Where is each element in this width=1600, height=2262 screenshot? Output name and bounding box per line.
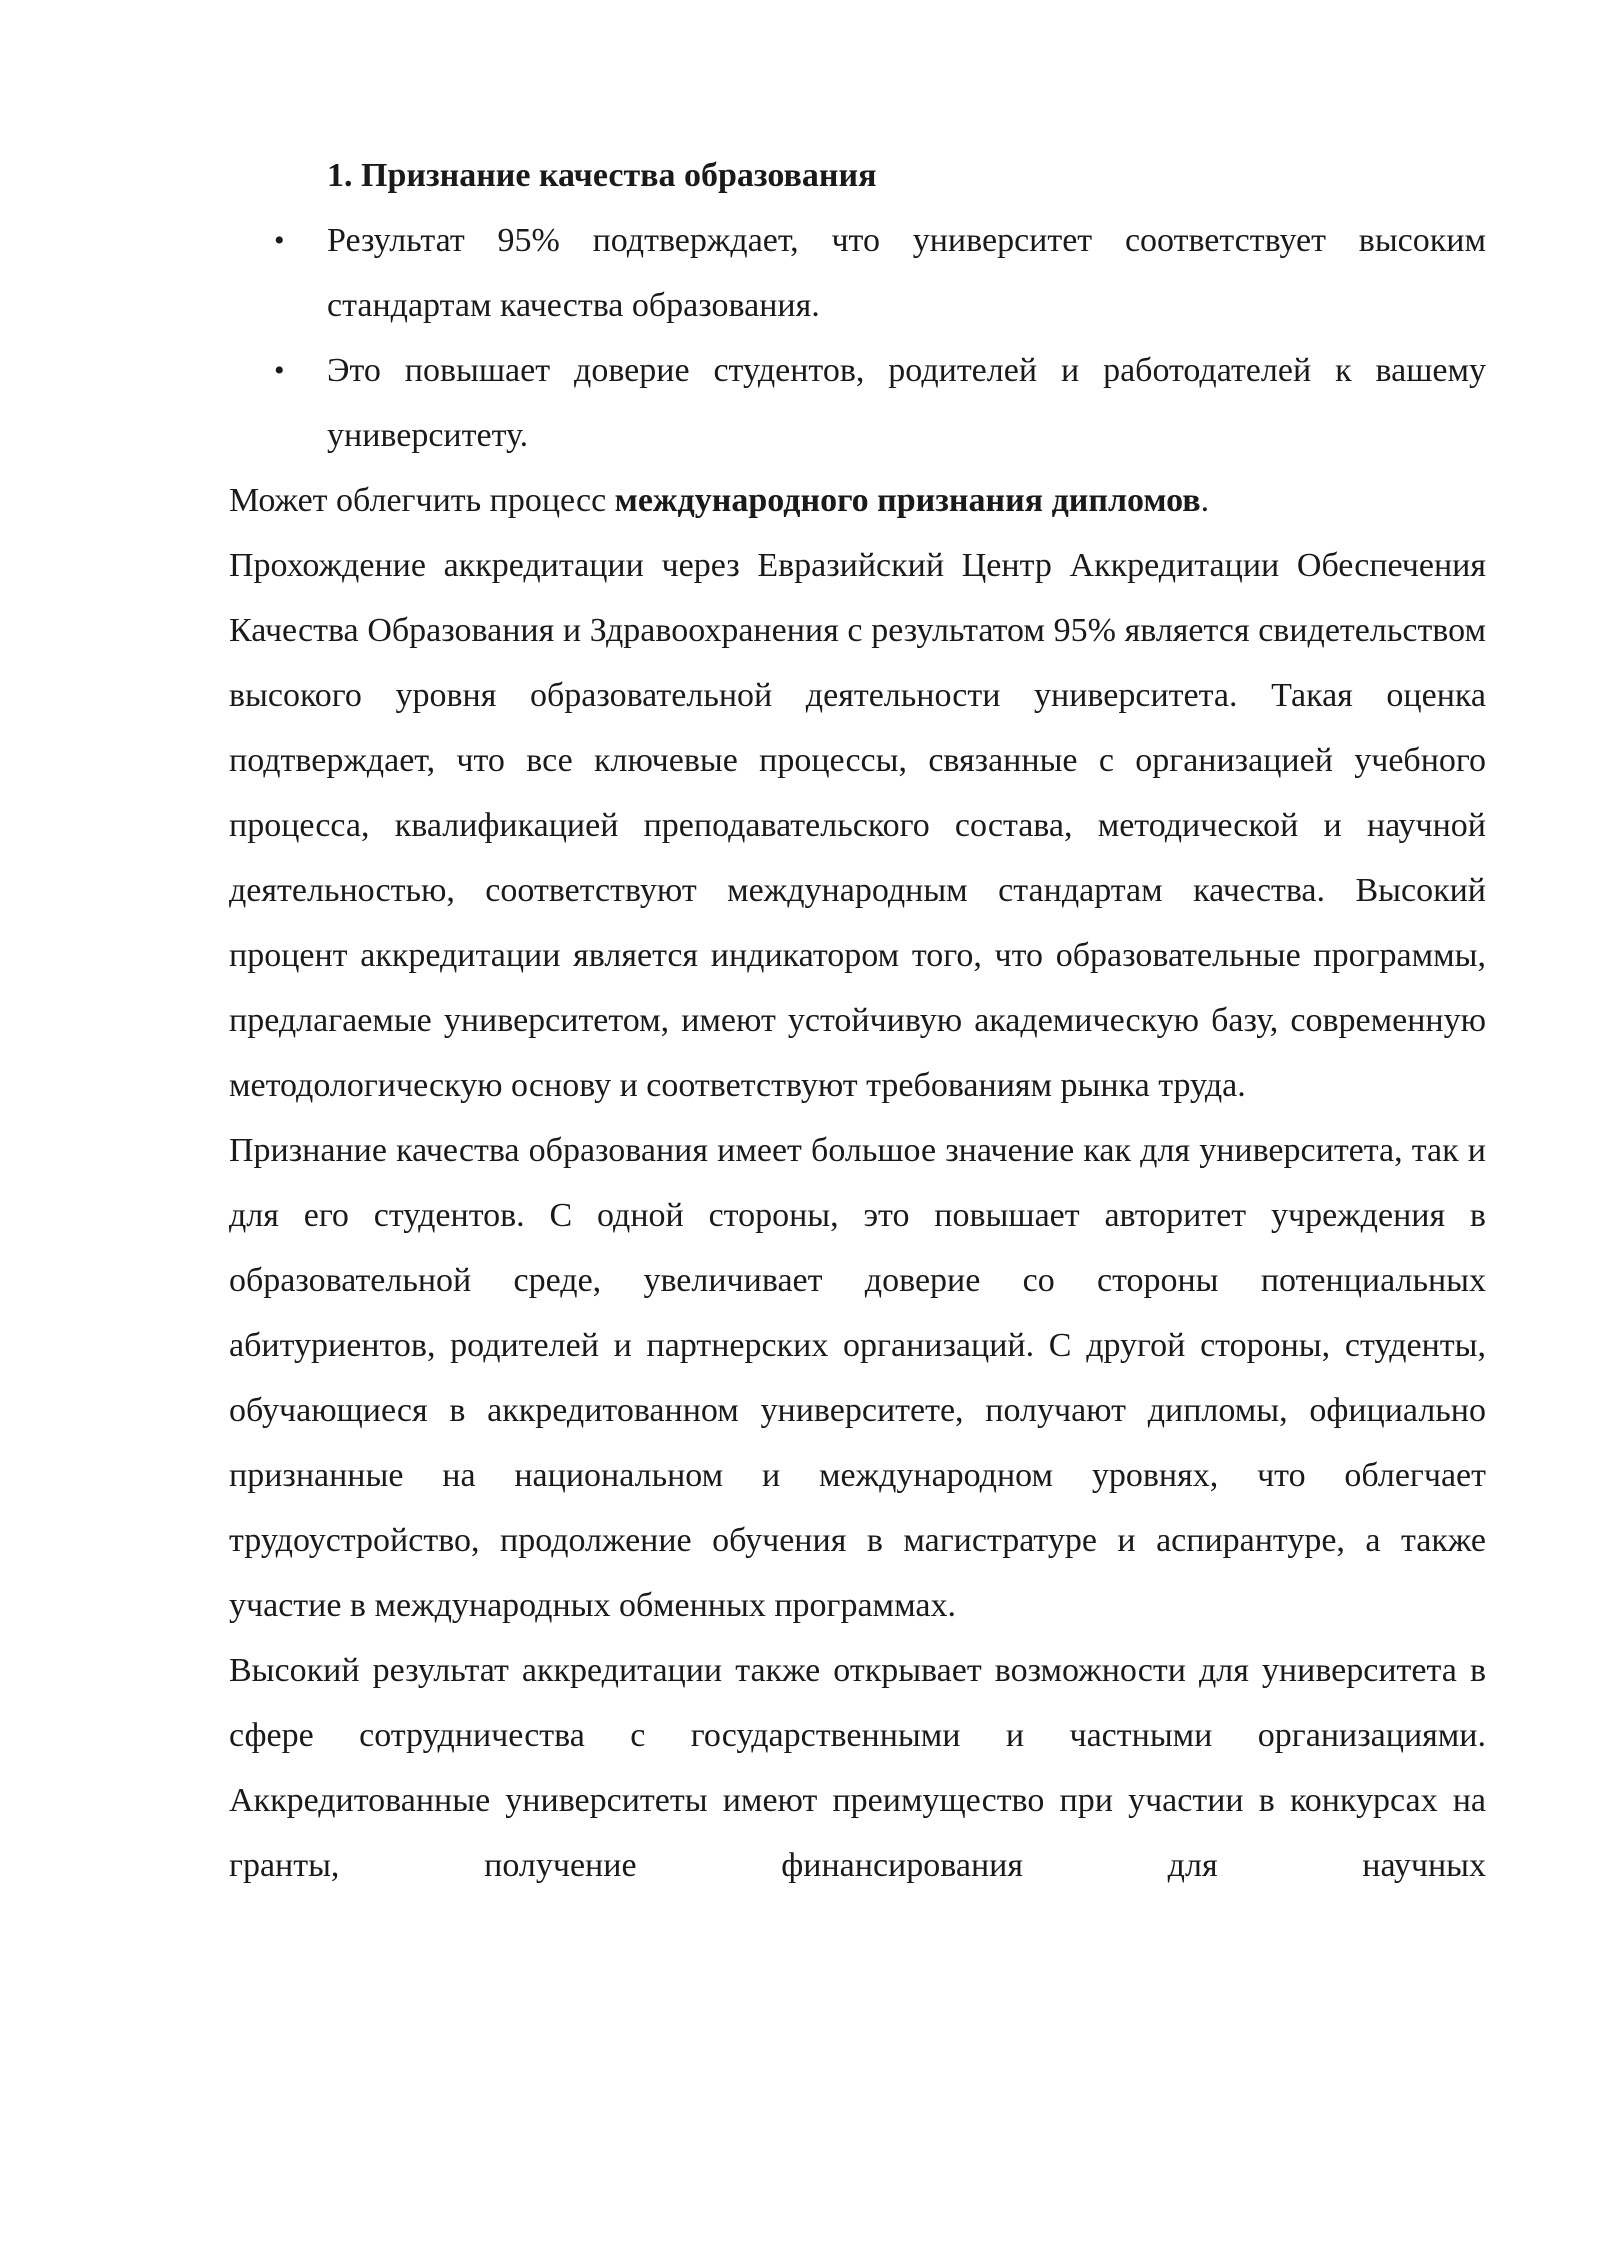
bullet-item [274, 208, 1486, 338]
intro-end: . [1200, 482, 1210, 519]
bullet-text: Результат 95% подтверждает, что университет соответствует высоким стандартам качества образования. [327, 222, 1486, 324]
bullet-dot-icon: • [274, 354, 285, 387]
intro-paragraph [229, 468, 1486, 533]
bullet-list [229, 208, 1486, 468]
bullet-text: Это повышает доверие студентов, родителей и работодателей к вашему университету. [327, 352, 1486, 454]
intro-text: Может облегчить процесс [229, 482, 615, 519]
section-heading: 1. Признание качества образования [327, 157, 877, 194]
bullet-dot-icon: • [274, 224, 285, 257]
body-paragraph: Прохождение аккредитации через Евразийский Центр Аккредитации Обеспечения Качества Образования и Здравоохранения с результатом 95% является свидетельством высокого уровня образовательной деятельности университета. Такая оценка подтверждает, что все ключевые процессы, связанные с организацией учебного процесса, квалификацией преподавательского состава, методической и научной деятельностью, соответствуют международным стандартам качества. Высокий процент аккредитации является индикатором того, что образовательные программы, предлагаемые университетом, имеют устойчивую академическую базу, современную методологическую основу и соответствуют требованиям рынка труда. [229, 547, 1486, 1104]
bullet-item [274, 338, 1486, 468]
intro-bold-text: международного признания дипломов [614, 482, 1201, 519]
body-paragraph: Признание качества образования имеет большое значение как для университета, так и для его студентов. С одной стороны, это повышает авторитет учреждения в образовательной среде, увеличивает доверие со стороны потенциальных абитуриентов, родителей и партнерских организаций. С другой стороны, студенты, обучающиеся в аккредитованном университете, получают дипломы, официально признанные на национальном и международном уровнях, что облегчает трудоустройство, продолжение обучения в магистратуре и аспирантуре, а также участие в международных обменных программах. [229, 1132, 1486, 1624]
document-body [229, 143, 1486, 1898]
body-paragraph: Высокий результат аккредитации также открывает возможности для университета в сфере сотрудничества с государственными и частными организациями. Аккредитованные университеты имеют преимущество при участии в конкурсах на гранты, получение финансирования для научных [229, 1652, 1486, 1884]
